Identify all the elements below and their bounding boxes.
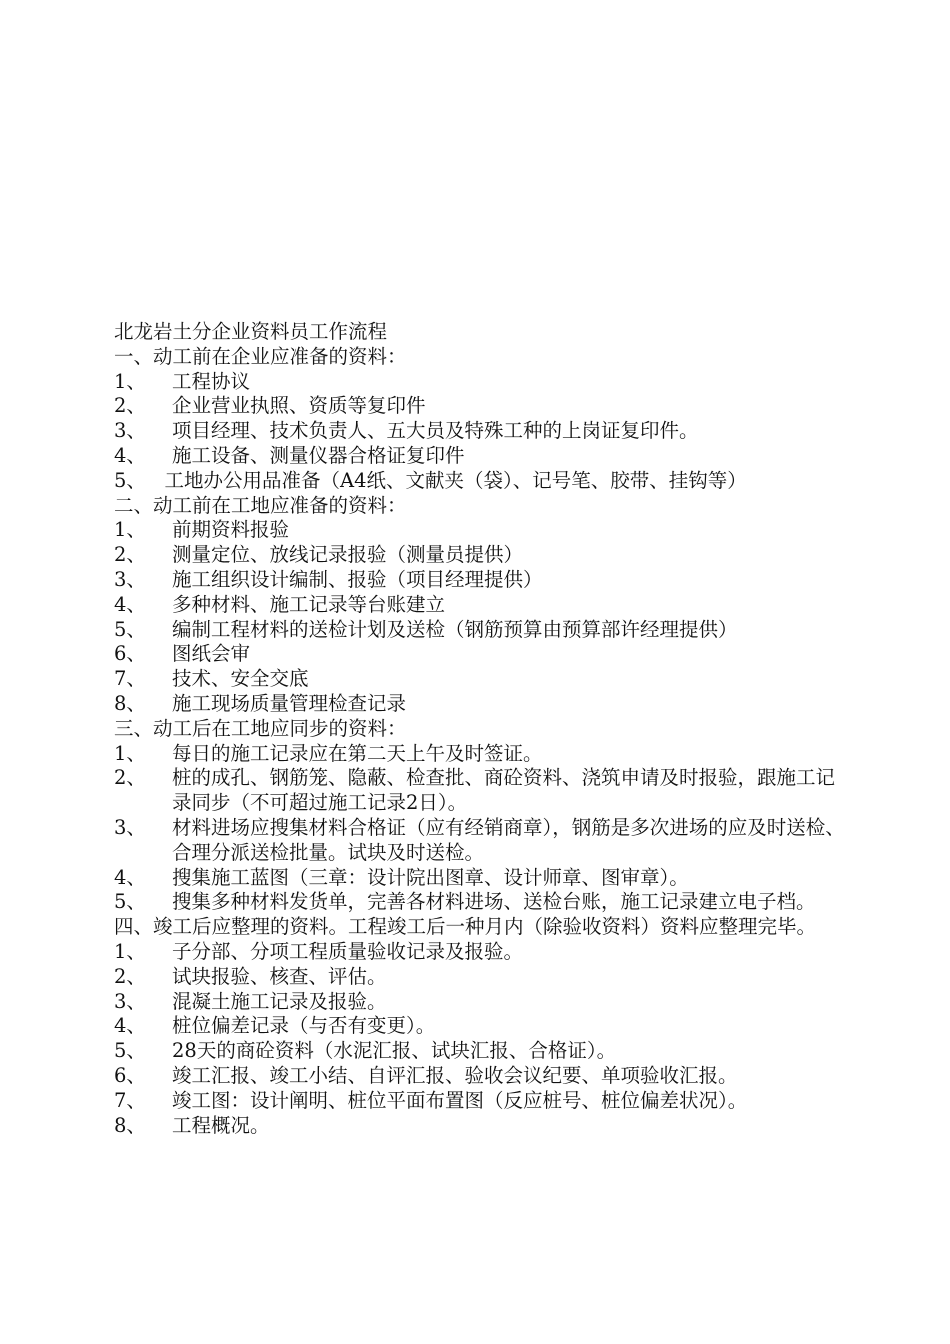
document-title: 北龙岩土分企业资料员工作流程 — [114, 320, 388, 343]
list-item — [114, 990, 854, 1015]
item-text: 竣工图：设计阐明、桩位平面布置图（反应桩号、桩位偏差状况）。 — [172, 1088, 748, 1112]
item-number: 8、 — [114, 691, 146, 715]
item-number: 2、 — [114, 766, 146, 790]
item-number: 4、 — [114, 1014, 146, 1038]
item-text: 多种材料、施工记录等台账建立 — [172, 592, 446, 616]
list-item — [114, 1114, 854, 1139]
item-text: 试块报验、核查、评估。 — [172, 964, 387, 988]
item-number: 6、 — [114, 642, 146, 666]
item-text: 施工设备、测量仪器合格证复印件 — [172, 443, 465, 467]
list-item — [114, 890, 854, 915]
item-text: 子分部、分项工程质量验收记录及报验。 — [172, 939, 524, 963]
list-item — [114, 370, 854, 395]
list-item — [114, 866, 854, 891]
list-item — [114, 766, 854, 816]
list-item — [114, 568, 854, 593]
item-text: 前期资料报验 — [172, 518, 290, 542]
list-item — [114, 965, 854, 990]
list-item — [114, 518, 854, 543]
item-number: 3、 — [114, 989, 146, 1013]
item-number: 4、 — [114, 865, 146, 889]
list-item — [114, 394, 854, 419]
list-item — [114, 692, 854, 717]
item-text: 技术、安全交底 — [172, 667, 309, 691]
item-text: 竣工汇报、竣工小结、自评汇报、验收会议纪要、单项验收汇报。 — [172, 1063, 738, 1087]
item-number: 4、 — [114, 592, 146, 616]
item-number: 1、 — [114, 518, 146, 542]
item-text: 28天的商砼资料（水泥汇报、试块汇报、合格证）。 — [172, 1039, 617, 1063]
item-text: 编制工程材料的送检计划及送检（钢筋预算由预算部许经理提供） — [172, 617, 738, 641]
list-item — [114, 469, 854, 494]
item-number: 6、 — [114, 1063, 146, 1087]
section-heading: 一、动工前在企业应准备的资料： — [114, 344, 407, 368]
item-text: 桩的成孔、钢筋笼、隐蔽、检查批、商砼资料、浇筑申请及时报验，跟施工记录同步（不可超过施工记录2日）。 — [172, 766, 836, 815]
item-text: 工程协议 — [172, 369, 251, 393]
list-item — [114, 642, 854, 667]
item-text: 桩位偏差记录（与否有变更）。 — [172, 1014, 436, 1038]
item-text: 每日的施工记录应在第二天上午及时签证。 — [172, 741, 543, 765]
item-number: 7、 — [114, 667, 146, 691]
list-item — [114, 593, 854, 618]
list-item — [114, 1014, 854, 1039]
item-number: 5、 — [114, 617, 146, 641]
list-item — [114, 816, 854, 866]
item-text: 材料进场应搜集材料合格证（应有经销商章），钢筋是多次进场的应及时送检、合理分派送检批量。试块及时送检。 — [172, 815, 845, 864]
item-number: 1、 — [114, 741, 146, 765]
item-text: 图纸会审 — [172, 642, 251, 666]
item-number: 4、 — [114, 443, 146, 467]
section-heading: 四、竣工后应整理的资料。工程竣工后一种月内（除验收资料）资料应整理完毕。 — [114, 915, 817, 939]
item-number: 5、 — [114, 468, 146, 492]
item-number: 7、 — [114, 1088, 146, 1112]
item-number: 3、 — [114, 815, 146, 839]
item-text: 工地办公用品准备（A4纸、文献夹（袋）、记号笔、胶带、挂钩等） — [164, 468, 747, 492]
list-item — [114, 1064, 854, 1089]
list-item — [114, 543, 854, 568]
list-item — [114, 667, 854, 692]
list-item — [114, 1089, 854, 1114]
section-heading: 三、动工后在工地应同步的资料： — [114, 716, 407, 740]
item-text: 项目经理、技术负责人、五大员及特殊工种的上岗证复印件。 — [172, 419, 699, 443]
item-text: 施工现场质量管理检查记录 — [172, 691, 407, 715]
list-item — [114, 444, 854, 469]
item-text: 混凝土施工记录及报验。 — [172, 989, 387, 1013]
list-item — [114, 940, 854, 965]
list-item — [114, 419, 854, 444]
item-number: 5、 — [114, 1039, 146, 1063]
list-item — [114, 1039, 854, 1064]
item-text: 企业营业执照、资质等复印件 — [172, 394, 426, 418]
document-page — [114, 320, 854, 1138]
item-number: 8、 — [114, 1113, 146, 1137]
item-number: 2、 — [114, 543, 146, 567]
item-text: 搜集施工蓝图（三章：设计院出图章、设计师章、图审章）。 — [172, 865, 689, 889]
item-number: 2、 — [114, 394, 146, 418]
item-number: 1、 — [114, 939, 146, 963]
item-number: 2、 — [114, 964, 146, 988]
item-number: 3、 — [114, 419, 146, 443]
item-text: 测量定位、放线记录报验（测量员提供） — [172, 543, 524, 567]
item-text: 施工组织设计编制、报验（项目经理提供） — [172, 567, 543, 591]
item-number: 1、 — [114, 369, 146, 393]
section-heading: 二、动工前在工地应准备的资料： — [114, 493, 407, 517]
item-number: 5、 — [114, 890, 146, 914]
list-item — [114, 742, 854, 767]
list-item — [114, 618, 854, 643]
item-text: 工程概况。 — [172, 1113, 270, 1137]
item-text: 搜集多种材料发货单，完善各材料进场、送检台账，施工记录建立电子档。 — [172, 890, 816, 914]
item-number: 3、 — [114, 567, 146, 591]
